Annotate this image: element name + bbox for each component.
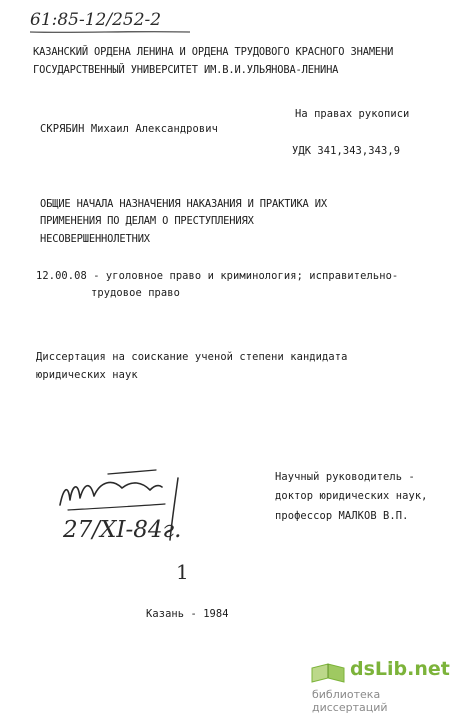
- dissertation-title-line-3: НЕСОВЕРШЕННОЛЕТНИХ: [40, 233, 150, 245]
- watermark: [310, 658, 450, 714]
- watermark-brand: dsLib.net: [350, 658, 450, 680]
- watermark-tagline: библиотека диссертаций: [312, 688, 388, 714]
- signature-date: 27/XI-84г.: [63, 517, 182, 543]
- udc-code: УДК 341,343,343,9: [292, 145, 401, 157]
- degree-line-1: Диссертация на соискание ученой степени кандидата: [36, 351, 348, 363]
- specialty-line-2: трудовое право: [91, 287, 180, 299]
- dissertation-title-line-1: ОБЩИЕ НАЧАЛА НАЗНАЧЕНИЯ НАКАЗАНИЯ И ПРАКТИКА ИХ: [40, 198, 327, 210]
- degree-line-2: юридических наук: [36, 369, 138, 381]
- author-name: СКРЯБИН Михаил Александрович: [40, 123, 218, 135]
- institution-line-2: ГОСУДАРСТВЕННЫЙ УНИВЕРСИТЕТ ИМ.В.И.УЛЬЯНОВА-ЛЕНИНА: [33, 64, 339, 76]
- supervisor-line-1: Научный руководитель -: [275, 471, 415, 483]
- supervisor-line-2: доктор юридических наук,: [275, 490, 428, 502]
- archive-code: 61:85-12/252-2: [30, 10, 162, 30]
- place-and-year: Казань - 1984: [146, 608, 229, 620]
- supervisor-line-3: профессор МАЛКОВ В.П.: [275, 510, 409, 522]
- institution-line-1: КАЗАНСКИЙ ОРДЕНА ЛЕНИНА И ОРДЕНА ТРУДОВОГО КРАСНОГО ЗНАМЕНИ: [33, 46, 394, 58]
- book-icon: [310, 660, 350, 686]
- signature-mark: 1: [176, 560, 189, 584]
- specialty-line-1: 12.00.08 - уголовное право и криминология; исправительно-: [36, 270, 399, 282]
- manuscript-note: На правах рукописи: [295, 108, 410, 120]
- dissertation-title-line-2: ПРИМЕНЕНИЯ ПО ДЕЛАМ О ПРЕСТУПЛЕНИЯХ: [40, 215, 254, 227]
